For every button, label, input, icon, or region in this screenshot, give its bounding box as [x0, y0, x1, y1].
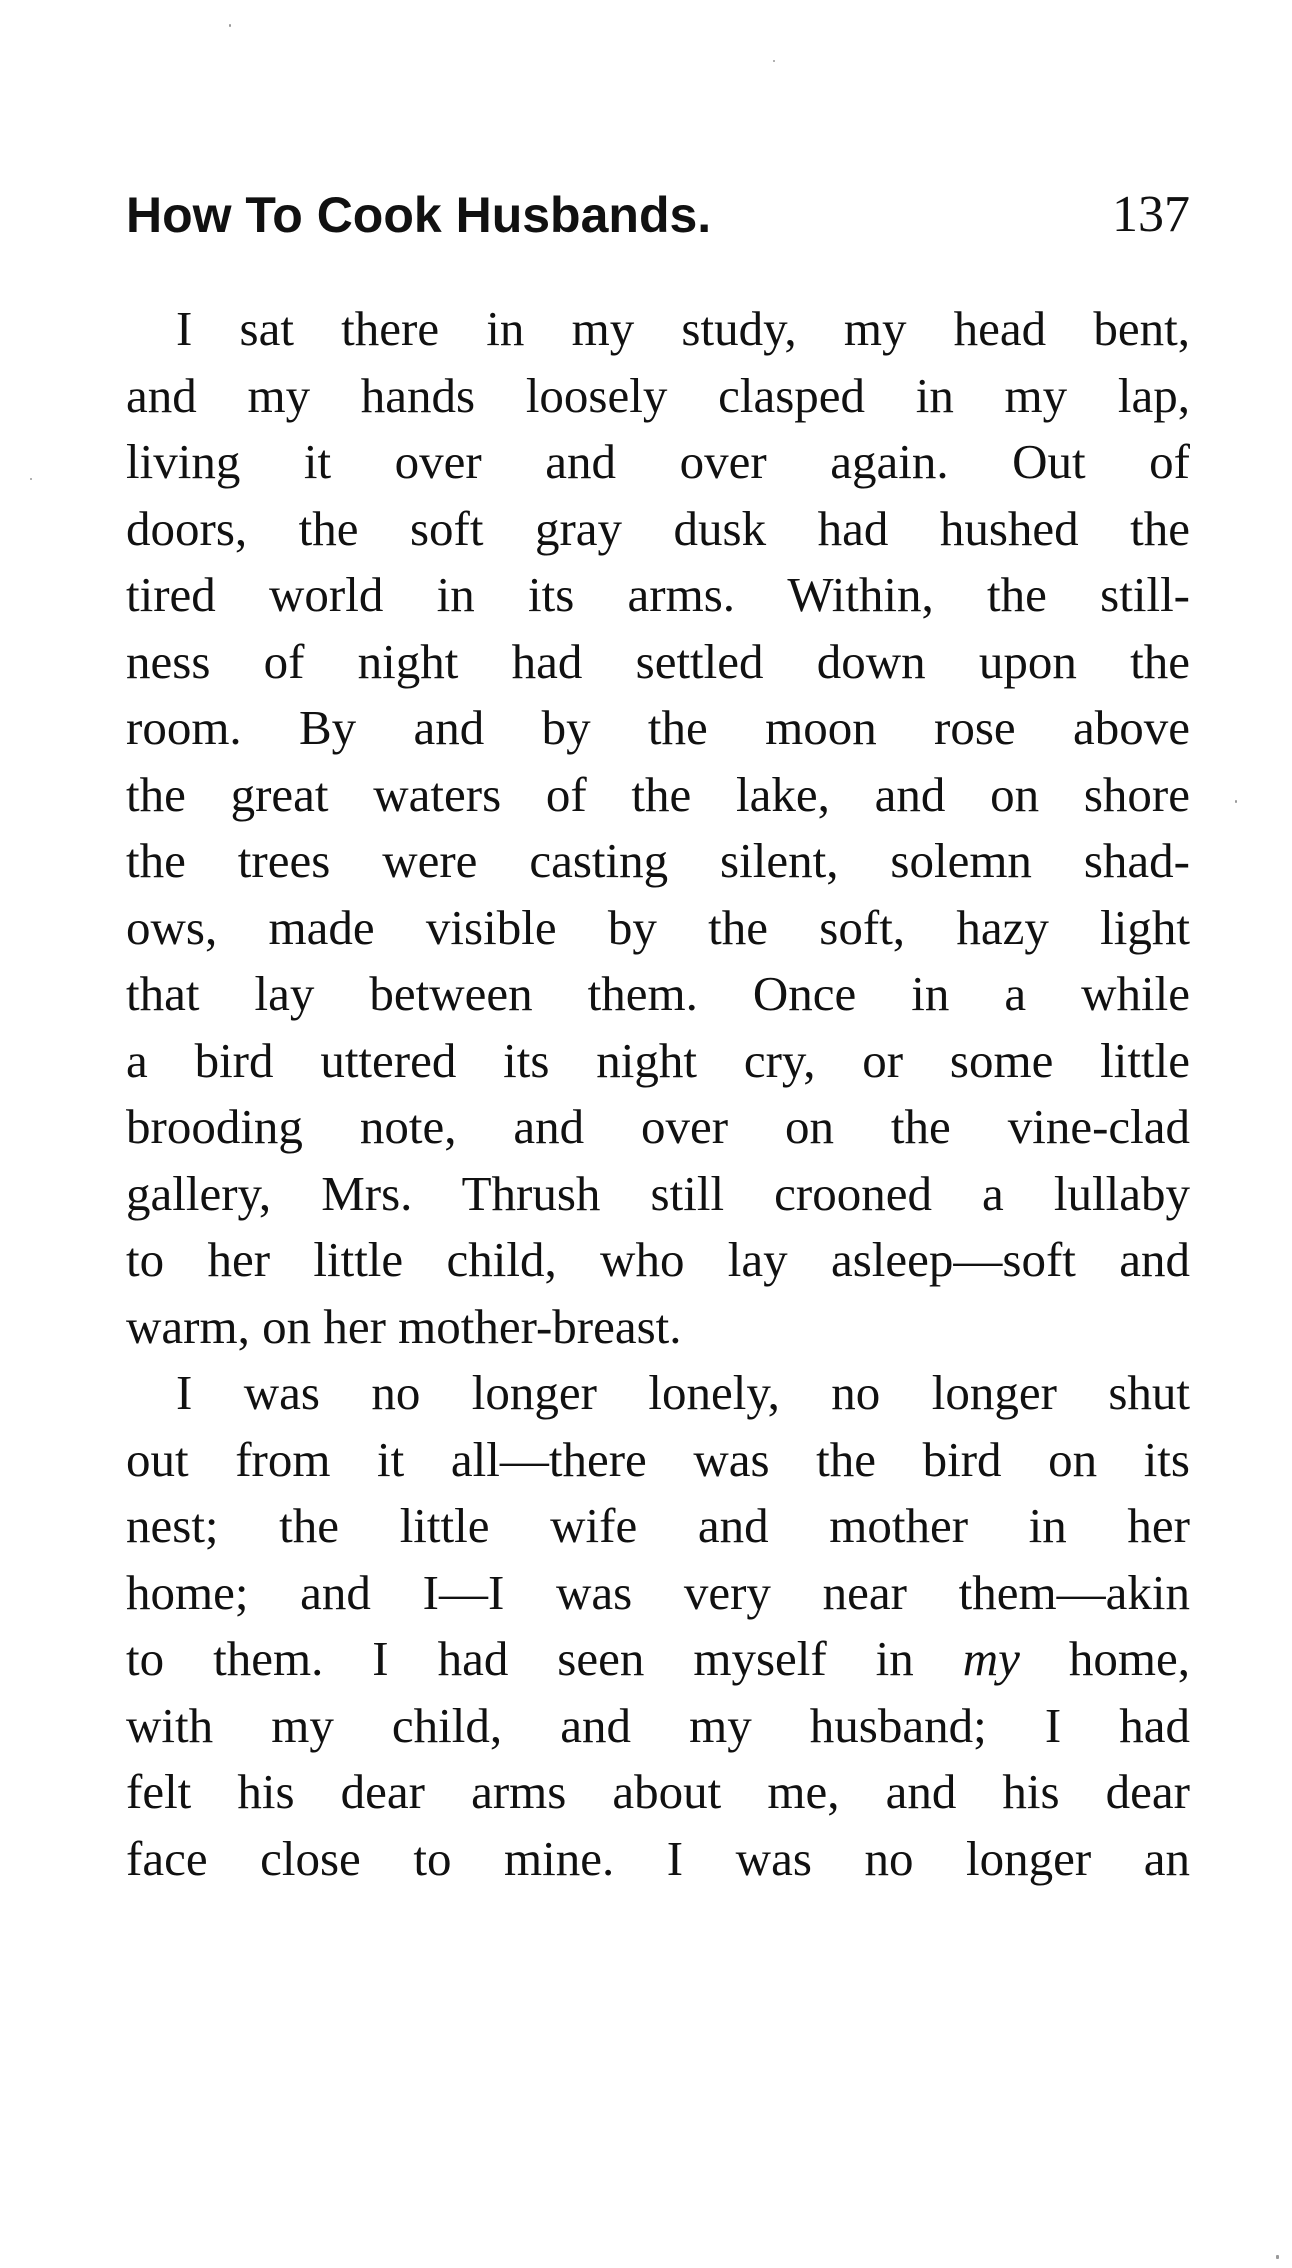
text-line: the trees were casting silent, solemn shad- — [126, 833, 1190, 888]
text-line: the great waters of the lake, and on shore — [126, 766, 1190, 822]
paragraph — [126, 296, 1190, 1360]
text-line: ness of night had settled down upon the — [126, 633, 1190, 689]
text-line: out from it all—there was the bird on its — [126, 1431, 1190, 1487]
text-line: living it over and over again. Out of — [126, 434, 1190, 489]
paper-speck — [229, 24, 231, 27]
text-line: that lay between them. Once in a while — [126, 966, 1190, 1021]
running-title: How To Cook Husbands. — [126, 187, 712, 243]
text-line: nest; the little wife and mother in her — [126, 1498, 1190, 1553]
text-line: a bird uttered its night cry, or some little — [126, 1032, 1190, 1088]
page-header — [126, 180, 1190, 250]
text-line: with my child, and my husband; I had — [126, 1697, 1190, 1753]
text-line: home; and I—I was very near them—akin — [126, 1564, 1190, 1620]
italic-word: my — [962, 1631, 1020, 1686]
text-line: brooding note, and over on the vine-clad — [126, 1099, 1190, 1154]
text-segment: to them. I had seen myself in — [126, 1631, 963, 1686]
paper-speck — [1235, 800, 1237, 803]
text-line: ows, made visible by the soft, hazy light — [126, 899, 1190, 955]
text-line: warm, on her mother-breast. — [126, 1298, 682, 1354]
text-line: doors, the soft gray dusk had hushed the — [126, 500, 1190, 556]
text-line: I sat there in my study, my head bent, — [176, 301, 1190, 356]
text-line: tired world in its arms. Within, the still- — [126, 567, 1190, 622]
paper-speck — [773, 60, 775, 62]
page-number: 137 — [1112, 186, 1190, 243]
text-line: and my hands loosely clasped in my lap, — [126, 367, 1190, 423]
paper-speck — [30, 478, 32, 480]
text-line-with-italic — [126, 1626, 1190, 1693]
paragraph — [126, 1360, 1190, 1892]
text-line: to her little child, who lay asleep—soft and — [126, 1232, 1190, 1287]
text-line: felt his dear arms about me, and his dear — [126, 1764, 1190, 1819]
paper-speck — [1276, 2255, 1279, 2259]
text-segment: home, — [1019, 1631, 1190, 1686]
text-line: gallery, Mrs. Thrush still crooned a lullaby — [126, 1165, 1190, 1221]
text-line: I was no longer lonely, no longer shut — [176, 1365, 1190, 1420]
text-line: face close to mine. I was no longer an — [126, 1830, 1190, 1886]
text-line: room. By and by the moon rose above — [126, 700, 1190, 755]
body-text — [126, 296, 1190, 1892]
